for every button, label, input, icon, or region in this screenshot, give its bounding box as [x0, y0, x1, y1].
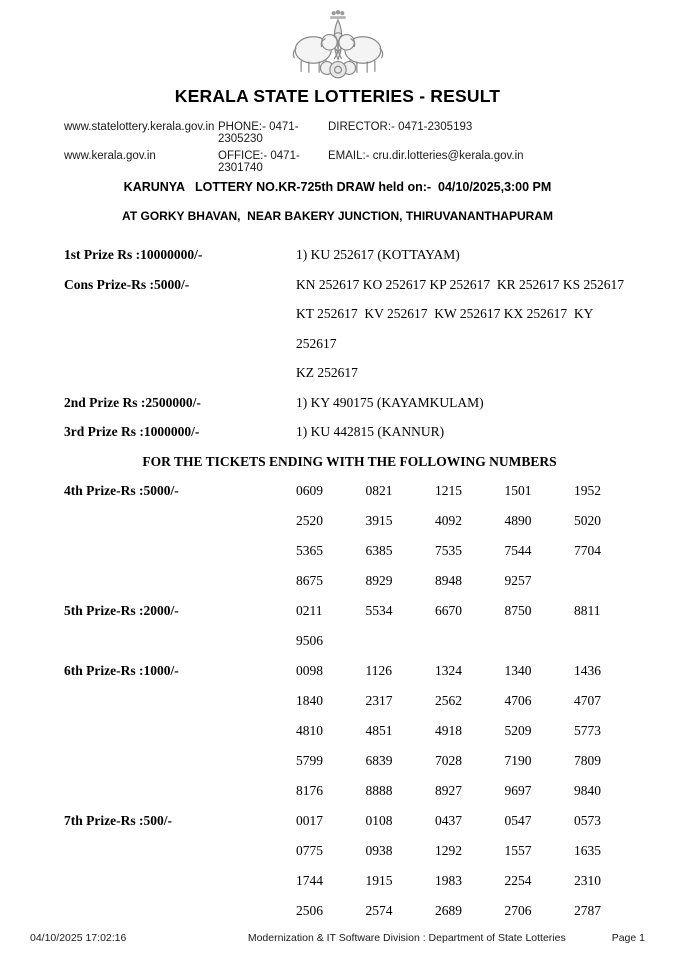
- ticket-number: 8888: [365, 783, 393, 798]
- ticket-number: 8929: [365, 573, 393, 588]
- ticket-number: 0573: [574, 813, 601, 828]
- prize-label: 3rd Prize Rs :1000000/-: [64, 424, 200, 439]
- ticket-number: 4918: [435, 723, 462, 738]
- ticket-number: 0547: [504, 813, 532, 828]
- ticket-number: 2689: [435, 903, 462, 918]
- ticket-number: 1744: [296, 873, 323, 888]
- contact-phone: PHONE:- 0471-2305230: [218, 121, 299, 145]
- ticket-number: 4092: [435, 513, 462, 528]
- ticket-number: 1324: [435, 663, 462, 678]
- ending-prize-label: 5th Prize-Rs :2000/-: [64, 603, 179, 618]
- ticket-number: 5773: [574, 723, 601, 738]
- ending-prize-row: [64, 806, 635, 926]
- ticket-number: 9697: [504, 783, 532, 798]
- ticket-number: 5209: [504, 723, 532, 738]
- contact-website-1: www.statelottery.kerala.gov.in: [64, 121, 215, 133]
- contact-info: [64, 121, 675, 174]
- prize-value-line: 1) KY 490175 (KAYAMKULAM): [296, 394, 484, 410]
- ticket-number: 5365: [296, 543, 323, 558]
- ticket-number: 2254: [504, 873, 532, 888]
- ticket-number: 8675: [296, 573, 323, 588]
- prize-value: [296, 388, 484, 418]
- ticket-number: 0108: [365, 813, 393, 828]
- footer-timestamp: 04/10/2025 17:02:16: [30, 932, 127, 944]
- ending-prize-row: [64, 596, 635, 656]
- ticket-number: 4706: [504, 693, 532, 708]
- ending-prize-label: 4th Prize-Rs :5000/-: [64, 483, 179, 498]
- prize-value: [296, 240, 460, 270]
- ticket-number: 5020: [574, 513, 601, 528]
- ending-numbers: [296, 806, 644, 926]
- ticket-number: 8176: [296, 783, 323, 798]
- prize-row: [64, 270, 635, 388]
- prize-row: [64, 417, 635, 447]
- ending-prize-label: 7th Prize-Rs :500/-: [64, 813, 172, 828]
- ticket-number: 1635: [574, 843, 601, 858]
- ticket-number: 0017: [296, 813, 323, 828]
- ticket-number: 8948: [435, 573, 462, 588]
- ticket-number: 9257: [504, 573, 532, 588]
- contact-website-2: www.kerala.gov.in: [64, 150, 156, 162]
- ticket-number: 7704: [574, 543, 601, 558]
- ticket-number: 2310: [574, 873, 601, 888]
- ticket-number: 1915: [365, 873, 393, 888]
- ticket-number: 2574: [365, 903, 393, 918]
- ticket-number: 1557: [504, 843, 532, 858]
- ticket-number: 4851: [365, 723, 393, 738]
- contact-director: DIRECTOR:- 0471-2305193: [328, 121, 473, 133]
- ticket-number: 3915: [365, 513, 393, 528]
- ending-prize-label: 6th Prize-Rs :1000/-: [64, 663, 179, 678]
- ticket-number: 1436: [574, 663, 601, 678]
- prize-value-line: KN 252617 KO 252617 KP 252617 KR 252617 KS 252617: [296, 276, 625, 292]
- ending-numbers: [296, 656, 644, 806]
- ending-prize-row: [64, 476, 635, 596]
- ticket-number: 2520: [296, 513, 323, 528]
- ticket-number: 1983: [435, 873, 462, 888]
- ticket-number: 1215: [435, 483, 462, 498]
- ticket-number: 5534: [365, 603, 393, 618]
- contact-office: OFFICE:- 0471-2301740: [218, 150, 300, 174]
- venue-line: AT GORKY BHAVAN, NEAR BAKERY JUNCTION, THIRUVANANTHAPURAM: [122, 209, 553, 223]
- ticket-number: 9506: [296, 633, 323, 648]
- ticket-number: 4707: [574, 693, 601, 708]
- ticket-number: 2787: [574, 903, 601, 918]
- ticket-number: 0775: [296, 843, 323, 858]
- ticket-number: 9840: [574, 783, 601, 798]
- ticket-number: 0821: [365, 483, 393, 498]
- footer-page-number: Page 1: [611, 932, 645, 944]
- ticket-number: 0098: [296, 663, 323, 678]
- ticket-number: 7190: [504, 753, 532, 768]
- ticket-number: 1292: [435, 843, 462, 858]
- ticket-number: 5799: [296, 753, 323, 768]
- footer: [0, 932, 675, 944]
- ticket-number: 0437: [435, 813, 462, 828]
- top-prizes: [64, 240, 635, 447]
- ticket-number: 6670: [435, 603, 462, 618]
- ticket-number: 8927: [435, 783, 462, 798]
- ending-numbers: [296, 476, 644, 596]
- ticket-number: 8811: [574, 603, 601, 618]
- ticket-number: 4890: [504, 513, 532, 528]
- ticket-number: 2317: [365, 693, 393, 708]
- prize-label: Cons Prize-Rs :5000/-: [64, 276, 190, 292]
- ticket-number: 0938: [365, 843, 393, 858]
- ending-prize-row: [64, 656, 635, 806]
- ticket-number: 1952: [574, 483, 601, 498]
- contact-email: EMAIL:- cru.dir.lotteries@kerala.gov.in: [328, 150, 524, 162]
- kerala-state-emblem-icon: [279, 8, 397, 80]
- ticket-number: 7535: [435, 543, 462, 558]
- prize-row: [64, 388, 635, 418]
- ticket-number: 2506: [296, 903, 323, 918]
- page-title: KERALA STATE LOTTERIES - RESULT: [174, 86, 501, 106]
- ticket-number: 7028: [435, 753, 462, 768]
- prize-row: [64, 240, 635, 270]
- ticket-number: 8750: [504, 603, 532, 618]
- prize-label: 2nd Prize Rs :2500000/-: [64, 394, 201, 410]
- ticket-number: 2562: [435, 693, 462, 708]
- prize-value-line: KT 252617 KV 252617 KW 252617 KX 252617 KY 252617: [296, 306, 597, 351]
- ticket-number: 1840: [296, 693, 323, 708]
- ticket-number: 4810: [296, 723, 323, 738]
- draw-info-line: KARUNYA LOTTERY NO.KR-725th DRAW held on:- 04/10/2025,3:00 PM: [123, 180, 552, 194]
- ticket-number: 1126: [365, 663, 392, 678]
- prize-value: [296, 417, 444, 447]
- ticket-number: 6385: [365, 543, 393, 558]
- ending-numbers: [296, 596, 644, 656]
- ticket-number: 7809: [574, 753, 601, 768]
- ticket-number: 0211: [296, 603, 323, 618]
- prize-value: [296, 270, 635, 388]
- ticket-number: 0609: [296, 483, 323, 498]
- section-heading: FOR THE TICKETS ENDING WITH THE FOLLOWING NUMBERS: [142, 453, 557, 469]
- ending-prizes: [64, 476, 635, 926]
- ticket-number: 2706: [504, 903, 532, 918]
- prize-value-line: 1) KU 252617 (KOTTAYAM): [296, 247, 460, 262]
- prize-value-line: 1) KU 442815 (KANNUR): [296, 424, 445, 439]
- prize-value-line: KZ 252617: [296, 365, 358, 380]
- ticket-number: 7544: [504, 543, 532, 558]
- ticket-number: 6839: [365, 753, 393, 768]
- footer-division: Modernization & IT Software Division : Department of State Lotteries: [247, 932, 566, 944]
- ticket-number: 1501: [504, 483, 532, 498]
- ticket-number: 1340: [504, 663, 532, 678]
- prize-label: 1st Prize Rs :10000000/-: [64, 247, 203, 262]
